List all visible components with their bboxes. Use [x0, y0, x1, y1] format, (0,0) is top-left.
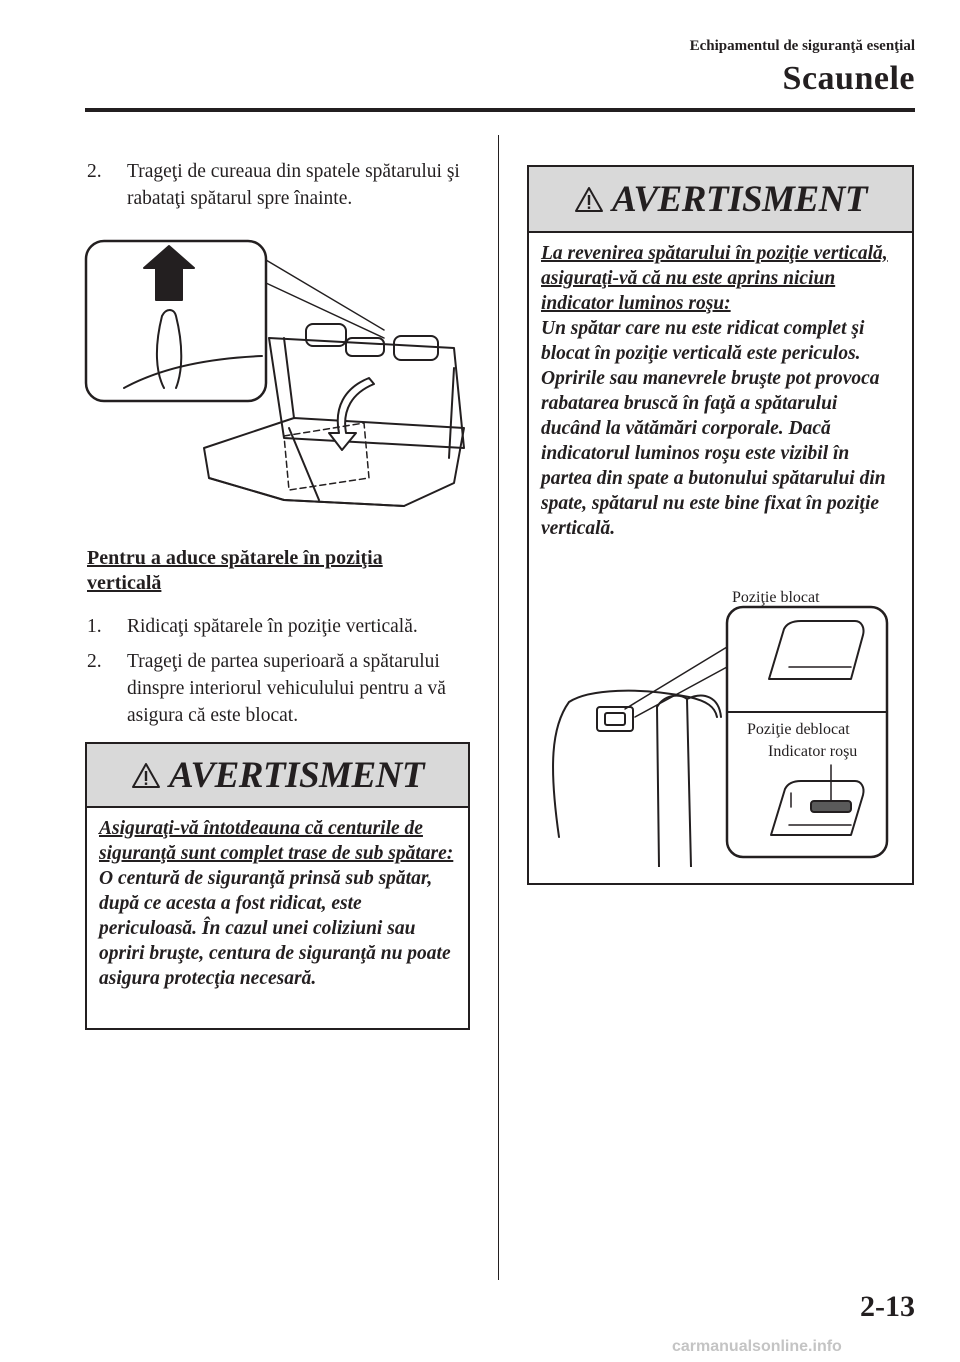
- page-title: Scaunele: [782, 60, 915, 97]
- page-number: 2-13: [860, 1290, 915, 1323]
- warning-box-upright: [527, 165, 914, 885]
- warning-text: [87, 808, 468, 991]
- section-header: Echipamentul de siguranţă esenţial: [689, 38, 915, 54]
- label-unlocked: Poziţie deblocat: [747, 721, 850, 738]
- warning-text: [529, 233, 912, 541]
- warning-header: [87, 744, 468, 808]
- column-divider: [498, 135, 499, 1280]
- step-text: Trageţi de cureaua din spatele spătarului şi rabataţi spătarul spre înainte.: [127, 161, 460, 209]
- warning-lead: Asiguraţi-vă întotdeauna că centurile de siguranţă sunt complet trase de sub spătare:: [99, 818, 454, 864]
- step-number: 1.: [87, 616, 102, 637]
- step-text: Trageţi de partea superioară a spătarului dinspre interiorul vehiculului pentru a vă asigura că este blocat.: [127, 651, 446, 726]
- step-check-locked: [87, 648, 472, 729]
- warning-body: O centură de siguranţă prinsă sub spătar, după ce acesta a fost ridicat, este periculoasă. În cazul unei coliziuni sau opriri bruşte, centura de siguranţă nu poate asigura protecţia necesară.: [99, 868, 451, 989]
- watermark: carmanualsonline.info: [672, 1338, 842, 1355]
- subheading-upright: Pentru a aduce spătarele în poziţia verticală: [87, 547, 383, 594]
- warning-triangle-icon: [574, 186, 604, 213]
- label-red-indicator: Indicator roşu: [768, 743, 858, 760]
- warning-lead: La revenirea spătarului în poziţie verticală, asiguraţi-vă că nu este aprins niciun indicator luminos roşu:: [541, 243, 888, 314]
- step-raise-seatbacks: [87, 613, 472, 640]
- warning-title: AVERTISMENT: [612, 178, 867, 220]
- lock-indicator-illustration: [539, 567, 909, 867]
- warning-box-seatbelts: [85, 742, 470, 1030]
- step-number: 2.: [87, 161, 102, 182]
- step-pull-strap: [87, 158, 472, 212]
- warning-header: [529, 167, 912, 233]
- warning-triangle-icon: [131, 762, 161, 789]
- label-locked: Poziţie blocat: [732, 589, 820, 606]
- warning-body: Un spătar care nu este ridicat complet şi blocat în poziţie verticală este periculos. Opririle sau manevrele bruşte pot provoca rabatarea bruscă în faţă a spătarului ducând la vătămări corporale. Dacă indicatorul luminos roşu este vizibil în partea din spate a butonului spătarului din spate, spătarul nu este bine fixat în poziţie verticală.: [541, 318, 886, 539]
- warning-title: AVERTISMENT: [169, 754, 424, 796]
- step-text: Ridicaţi spătarele în poziţie verticală.: [127, 616, 418, 637]
- seat-fold-illustration: [84, 238, 474, 520]
- header-rule: [85, 108, 915, 112]
- step-number: 2.: [87, 651, 102, 672]
